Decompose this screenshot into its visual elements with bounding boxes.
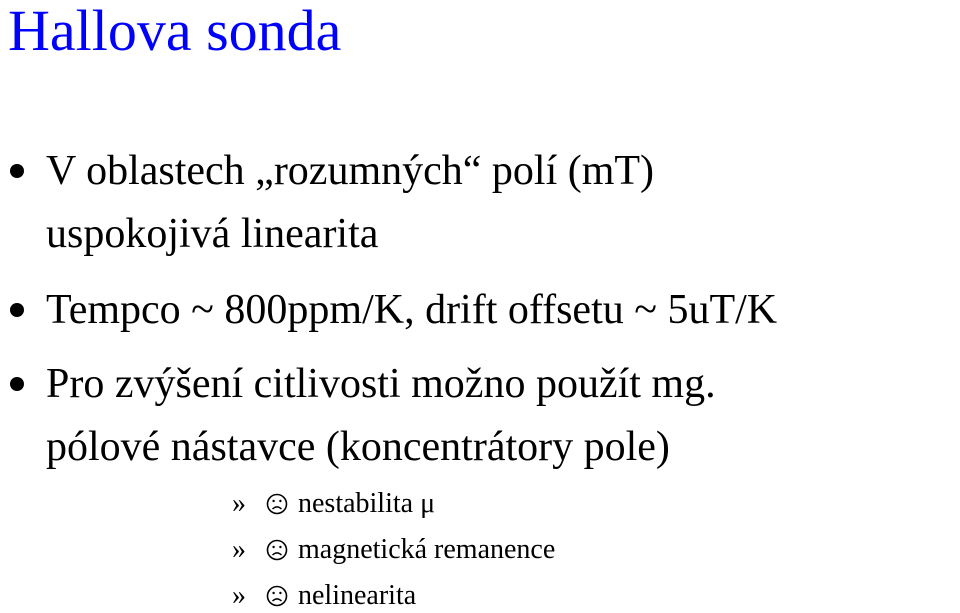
bullet-1-line-2: uspokojivá linearita <box>46 211 379 257</box>
bullet-3-line-2: pólové nástavce (koncentrátory pole) <box>46 424 670 470</box>
bullet-dot <box>10 164 24 178</box>
sub-item <box>232 579 416 613</box>
bullet-1-line-1: V oblastech „rozumných“ polí (mT) <box>46 148 655 194</box>
bullet-dot <box>10 303 24 317</box>
sub-item-marker: » <box>232 534 246 565</box>
bullet-2-line-1: Tempco ~ 800ppm/K, drift offsetu ~ 5uT/K <box>46 287 778 333</box>
slide-title: Hallova sonda <box>8 0 342 63</box>
sub-item-marker: » <box>232 580 246 611</box>
sub-item-text: nelinearita <box>298 580 417 611</box>
frown-face-icon <box>266 493 288 515</box>
frown-face-icon <box>266 585 288 607</box>
bullet-3-line-1: Pro zvýšení citlivosti možno použít mg. <box>46 361 716 407</box>
sub-item-marker: » <box>232 488 246 519</box>
bullet-dot <box>10 377 24 391</box>
frown-face-icon <box>266 539 288 561</box>
sub-item-text: nestabilita μ <box>298 488 436 519</box>
sub-item-text: magnetická remanence <box>298 534 556 565</box>
sub-item <box>232 487 435 521</box>
sub-item <box>232 533 555 567</box>
